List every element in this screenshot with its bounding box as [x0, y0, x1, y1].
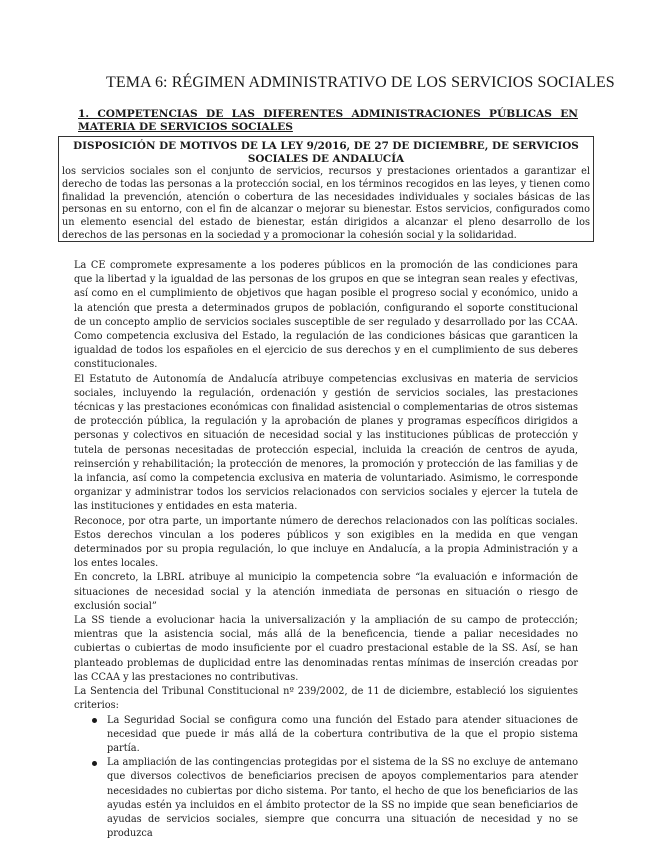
section-heading: 1. COMPETENCIAS DE LAS DIFERENTES ADMINISTRACIONES PÚBLICAS EN MATERIA DE SERVICIOS SOCIALES: [78, 108, 578, 133]
list-item-text: La Seguridad Social se configura como una función del Estado para atender situaciones de necesidad que puede ir más allá de la cobertura contributiva de la que el propio sistema partía.: [107, 714, 578, 754]
law-preamble-box: [58, 136, 594, 242]
criteria-list: [74, 714, 578, 842]
page-title: TEMA 6: RÉGIMEN ADMINISTRATIVO DE LOS SERVICIOS SOCIALES: [106, 74, 615, 91]
law-preamble-text: los servicios sociales son el conjunto de servicios, recursos y prestaciones orientados a garantizar el derecho de todas las personas a la protección social, en los términos recogidos en las leyes, y tienen como finalidad la prevención, atención o cobertura de las necesidades individuales y sociales básicas de las personas en su entorno, con el fin de alcanzar o mejorar su bienestar. Estos servicios, configurados como un elemento esencial del estado de bienestar, están dirigidos a alcanzar el pleno desarrollo de los derechos de las personas en la sociedad y a promocionar la cohesión social y la solidaridad.: [62, 166, 590, 241]
paragraph: La Sentencia del Tribunal Constitucional nº 239/2002, de 11 de diciembre, estableció los siguientes criterios:: [74, 686, 578, 712]
paragraph: El Estatuto de Autonomía de Andalucía atribuye competencias exclusivas en materia de servicios sociales, incluyendo la regulación, ordenación y gestión de servicios sociales, las prestaciones técnicas y las prestaciones económicas con finalidad asistencial o complementarias de otros sistemas de protección pública, la regulación y la aprobación de planes y programas específicos dirigidos a personas y colectivos en situación de necesidad social y las instituciones públicas de protección y tutela de personas necesitadas de protección especial, incluida la creación de centros de ayuda, reinserción y rehabilitación; la protección de menores, la promoción y protección de las familias y de la infancia, así como la competencia exclusiva en materia de voluntariado. Asimismo, le corresponde organizar y administrar todos los servicios relacionados con servicios sociales y ejercer la tutela de las instituciones y entidades en esta materia.: [74, 373, 578, 513]
paragraph: La CE compromete expresamente a los poderes públicos en la promoción de las condiciones para que la libertad y la igualdad de las personas de los grupos en que se integran sean reales y efectivas, así como en el cumplimiento de objetivos que hagan posible el progreso social y económico, unido a la atención que presta a determinados grupos de población, configurando el soporte constitucional de un concepto amplio de servicios sociales susceptible de ser regulado y desarrollado por las CCAA. Como competencia exclusiva del Estado, la regulación de las condiciones básicas que garanticen la igualdad de todos los españoles en el ejercicio de sus derechos y en el cumplimiento de sus deberes constitucionales.: [74, 260, 578, 371]
list-item: [74, 714, 578, 757]
paragraph: Reconoce, por otra parte, un importante número de derechos relacionados con las políticas sociales. Estos derechos vinculan a los poderes públicos y son exigibles en la medida en que vengan determinados por su propia regulación, lo que incluye en Andalucía, a la propia Administración y a los entes locales.: [74, 515, 578, 570]
document-body: [74, 259, 578, 841]
bullet-icon: [92, 761, 97, 766]
paragraph: En concreto, la LBRL atribuye al municipio la competencia sobre “la evaluación e información de situaciones de necesidad social y la atención inmediata de personas en situación o riesgo de exclusión social”: [74, 572, 578, 612]
law-preamble-title: DISPOSICIÓN DE MOTIVOS DE LA LEY 9/2016, DE 27 DE DICIEMBRE, DE SERVICIOS SOCIALES DE ANDALUCÍA: [73, 140, 579, 165]
paragraph: La SS tiende a evolucionar hacia la universalización y la ampliación de su campo de protección; mientras que la asistencia social, más allá de la beneficencia, tiende a paliar necesidades no cubiertas o cubiertas de modo insuficiente por el cuadro prestacional estable de la SS. Así, se han planteado problemas de duplicidad entre las denominadas rentas mínimas de inserción creadas por las CCAA y las prestaciones no contributivas.: [74, 615, 578, 683]
bullet-icon: [92, 718, 97, 723]
list-item-text: La ampliación de las contingencias protegidas por el sistema de la SS no excluye de antemano que diversos colectivos de beneficiarios precisen de apoyos complementarios para atender necesidades no cubiertas por dicho sistema. Por tanto, el hecho de que los beneficiarios de las ayudas estén ya incluidos en el ámbito protector de la SS no impide que sean beneficiarios de ayudas de servicios sociales, siempre que concurra una situación de necesidad y no se produzca: [107, 757, 578, 840]
list-item: [74, 756, 578, 841]
